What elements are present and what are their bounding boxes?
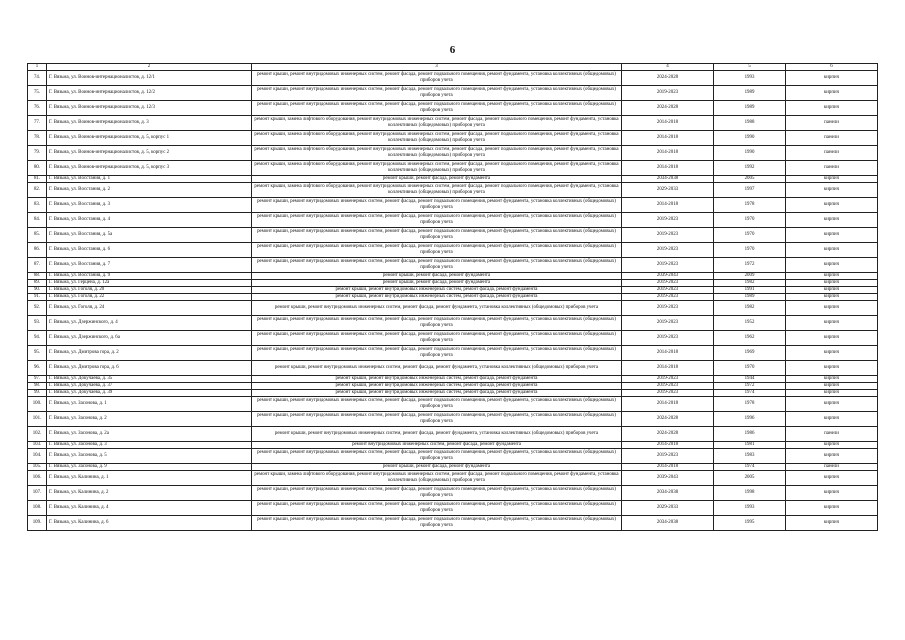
table-row bbox=[28, 146, 878, 161]
works-cell: ремонт крыши, ремонт внутридомовых инженерных систем, ремонт фасада, ремонт подвального помещения, ремонт фундамента, установка коллективных (общедомовых) приборов учета bbox=[252, 486, 622, 501]
address-cell: Г. Вязьма, ул. Засонова, д. 9 bbox=[47, 464, 252, 471]
wall-material-cell: кирпич bbox=[786, 442, 878, 449]
row-number-cell: 88. bbox=[28, 273, 47, 280]
period-cell: 2014-2018 bbox=[622, 346, 714, 361]
table-row bbox=[28, 131, 878, 146]
works-cell: ремонт крыши, ремонт внутридомовых инженерных систем, ремонт фасада, ремонт фундамента, установка коллективных (общедомовых) приборов учета bbox=[252, 361, 622, 376]
table-body bbox=[28, 71, 878, 531]
address-cell: Г. Вязьма, ул. Калинина, д. 2 bbox=[47, 486, 252, 501]
address-cell: Г. Вязьма, ул. Воинов-интернационалистов, д. 5, корпус 1 bbox=[47, 131, 252, 146]
works-cell: ремонт крыши, замена лифтового оборудования, ремонт внутридомовых инженерных систем, ремонт фасада, ремонт подвального помещения, ремонт фундамента, установка коллективных (общедомовых) приборов учета bbox=[252, 161, 622, 176]
year-built-cell: 1988 bbox=[714, 116, 786, 131]
address-cell: Г. Вязьма, ул. Гоголя, д. 20 bbox=[47, 287, 252, 294]
table-row bbox=[28, 346, 878, 361]
year-built-cell: 2005 bbox=[714, 176, 786, 183]
column-header: 4 bbox=[622, 64, 714, 71]
year-built-cell: 1990 bbox=[714, 131, 786, 146]
row-number-cell: 74. bbox=[28, 71, 47, 86]
year-built-cell: 1974 bbox=[714, 464, 786, 471]
works-cell: ремонт крыши, ремонт внутридомовых инженерных систем, ремонт фасада, ремонт фундамента bbox=[252, 383, 622, 390]
year-built-cell: 1970 bbox=[714, 243, 786, 258]
wall-material-cell: кирпич bbox=[786, 71, 878, 86]
wall-material-cell: кирпич bbox=[786, 243, 878, 258]
year-built-cell: 1952 bbox=[714, 316, 786, 331]
table-row bbox=[28, 213, 878, 228]
period-cell: 2019-2023 bbox=[622, 86, 714, 101]
period-cell: 2014-2018 bbox=[622, 464, 714, 471]
year-built-cell: 1970 bbox=[714, 228, 786, 243]
works-cell: ремонт крыши, ремонт внутридомовых инженерных систем, ремонт фасада, ремонт подвального помещения, ремонт фундамента, установка коллективных (общедомовых) приборов учета bbox=[252, 449, 622, 464]
year-built-cell: 1992 bbox=[714, 161, 786, 176]
address-cell: Г. Вязьма, ул. Дмитрова гора, д. 2 bbox=[47, 346, 252, 361]
table-header-row bbox=[28, 64, 878, 71]
year-built-cell: 1970 bbox=[714, 361, 786, 376]
address-cell: Г. Вязьма, ул. Докучаева, д. 37 bbox=[47, 383, 252, 390]
period-cell: 2014-2018 bbox=[622, 198, 714, 213]
column-header: 1 bbox=[28, 64, 47, 71]
table-row bbox=[28, 228, 878, 243]
column-header: 5 bbox=[714, 64, 786, 71]
period-cell: 2019-2023 bbox=[622, 390, 714, 397]
row-number-cell: 103. bbox=[28, 442, 47, 449]
table-row bbox=[28, 316, 878, 331]
column-header: 6 bbox=[786, 64, 878, 71]
wall-material-cell: панели bbox=[786, 427, 878, 442]
row-number-cell: 78. bbox=[28, 131, 47, 146]
period-cell: 2014-2018 bbox=[622, 361, 714, 376]
wall-material-cell: панели bbox=[786, 146, 878, 161]
period-cell: 2019-2023 bbox=[622, 243, 714, 258]
address-cell: Г. Вязьма, ул. Засонова, д. 3 bbox=[47, 442, 252, 449]
address-cell: Г. Вязьма, ул. Восстания, д. 4 bbox=[47, 213, 252, 228]
address-cell: Г. Вязьма, ул. Восстания, д. 6 bbox=[47, 243, 252, 258]
year-built-cell: 1969 bbox=[714, 346, 786, 361]
works-cell: ремонт крыши, ремонт внутридомовых инженерных систем, ремонт фасада, ремонт подвального помещения, ремонт фундамента, установка коллективных (общедомовых) приборов учета bbox=[252, 71, 622, 86]
works-cell: ремонт крыши, ремонт фасада, ремонт фундамента bbox=[252, 273, 622, 280]
row-number-cell: 81. bbox=[28, 176, 47, 183]
period-cell: 2024-2028 bbox=[622, 427, 714, 442]
year-built-cell: 1982 bbox=[714, 301, 786, 316]
year-built-cell: 1993 bbox=[714, 501, 786, 516]
table-row bbox=[28, 101, 878, 116]
works-cell: ремонт крыши, ремонт фасада, ремонт фундамента bbox=[252, 280, 622, 287]
page-number: 6 bbox=[449, 44, 456, 56]
works-cell: ремонт крыши, ремонт внутридомовых инженерных систем, ремонт фасада, ремонт подвального помещения, ремонт фундамента, установка коллективных (общедомовых) приборов учета bbox=[252, 198, 622, 213]
column-header: 2 bbox=[47, 64, 252, 71]
table-row bbox=[28, 116, 878, 131]
works-cell: ремонт крыши, ремонт внутридомовых инженерных систем, ремонт фасада, ремонт подвального помещения, ремонт фундамента, установка коллективных (общедомовых) приборов учета bbox=[252, 501, 622, 516]
row-number-cell: 108. bbox=[28, 501, 47, 516]
wall-material-cell: кирпич bbox=[786, 361, 878, 376]
row-number-cell: 82. bbox=[28, 183, 47, 198]
works-cell: ремонт крыши, ремонт внутридомовых инженерных систем, ремонт фасада, ремонт фундамента bbox=[252, 390, 622, 397]
table-row bbox=[28, 397, 878, 412]
period-cell: 2034-2038 bbox=[622, 176, 714, 183]
row-number-cell: 93. bbox=[28, 316, 47, 331]
wall-material-cell: кирпич bbox=[786, 397, 878, 412]
works-cell: ремонт крыши, замена лифтового оборудования, ремонт внутридомовых инженерных систем, ремонт фасада, ремонт подвального помещения, ремонт фундамента, установка коллективных (общедомовых) приборов учета bbox=[252, 131, 622, 146]
period-cell: 2019-2023 bbox=[622, 301, 714, 316]
works-cell: ремонт крыши, ремонт внутридомовых инженерных систем, ремонт фасада, ремонт подвального помещения, ремонт фундамента, установка коллективных (общедомовых) приборов учета bbox=[252, 412, 622, 427]
works-cell: ремонт крыши, ремонт внутридомовых инженерных систем, ремонт фасада, ремонт фундамента bbox=[252, 376, 622, 383]
works-cell: ремонт крыши, ремонт внутридомовых инженерных систем, ремонт фасада, ремонт подвального помещения, ремонт фундамента, установка коллективных (общедомовых) приборов учета bbox=[252, 516, 622, 531]
wall-material-cell: кирпич bbox=[786, 412, 878, 427]
works-cell: ремонт крыши, ремонт внутридомовых инженерных систем, ремонт фасада, ремонт подвального помещения, ремонт фундамента, установка коллективных (общедомовых) приборов учета bbox=[252, 213, 622, 228]
year-built-cell: 1989 bbox=[714, 86, 786, 101]
wall-material-cell: кирпич bbox=[786, 294, 878, 301]
works-cell: ремонт крыши, замена лифтового оборудования, ремонт внутридомовых инженерных систем, ремонт фасада, ремонт подвального помещения, ремонт фундамента, установка коллективных (общедомовых) приборов учета bbox=[252, 183, 622, 198]
year-built-cell: 1995 bbox=[714, 516, 786, 531]
year-built-cell: 1991 bbox=[714, 287, 786, 294]
year-built-cell: 1978 bbox=[714, 397, 786, 412]
table-row bbox=[28, 258, 878, 273]
address-cell: Г. Вязьма, ул. Восстания, д. 1 bbox=[47, 176, 252, 183]
period-cell: 2014-2018 bbox=[622, 116, 714, 131]
wall-material-cell: кирпич bbox=[786, 331, 878, 346]
period-cell: 2034-2038 bbox=[622, 486, 714, 501]
row-number-cell: 91. bbox=[28, 294, 47, 301]
period-cell: 2039-2043 bbox=[622, 273, 714, 280]
address-cell: Г. Вязьма, ул. Восстания, д. 2 bbox=[47, 183, 252, 198]
table-row bbox=[28, 442, 878, 449]
year-built-cell: 1998 bbox=[714, 486, 786, 501]
address-cell: Г. Вязьма, ул. Докучаева, д. 35 bbox=[47, 376, 252, 383]
year-built-cell: 2005 bbox=[714, 471, 786, 486]
address-cell: Г. Вязьма, ул. Засонова, д. 2а bbox=[47, 427, 252, 442]
year-built-cell: 1989 bbox=[714, 101, 786, 116]
wall-material-cell: кирпич bbox=[786, 383, 878, 390]
row-number-cell: 99. bbox=[28, 390, 47, 397]
period-cell: 2019-2023 bbox=[622, 449, 714, 464]
wall-material-cell: панели bbox=[786, 161, 878, 176]
period-cell: 2019-2023 bbox=[622, 228, 714, 243]
table-row bbox=[28, 516, 878, 531]
period-cell: 2019-2023 bbox=[622, 280, 714, 287]
address-cell: Г. Вязьма, ул. Воинов-интернационалистов, д. 5, корпус 2 bbox=[47, 146, 252, 161]
year-built-cell: 1993 bbox=[714, 71, 786, 86]
period-cell: 2029-2033 bbox=[622, 183, 714, 198]
works-cell: ремонт крыши, ремонт внутридомовых инженерных систем, ремонт фасада, ремонт подвального помещения, ремонт фундамента, установка коллективных (общедомовых) приборов учета bbox=[252, 243, 622, 258]
row-number-cell: 100. bbox=[28, 397, 47, 412]
period-cell: 2024-2028 bbox=[622, 101, 714, 116]
row-number-cell: 97. bbox=[28, 376, 47, 383]
table-row bbox=[28, 383, 878, 390]
period-cell: 2019-2023 bbox=[622, 316, 714, 331]
row-number-cell: 94. bbox=[28, 331, 47, 346]
works-cell: ремонт крыши, замена лифтового оборудования, ремонт внутридомовых инженерных систем, ремонт фасада, ремонт подвального помещения, ремонт фундамента, установка коллективных (общедомовых) приборов учета bbox=[252, 146, 622, 161]
wall-material-cell: кирпич bbox=[786, 346, 878, 361]
period-cell: 2019-2023 bbox=[622, 287, 714, 294]
works-cell: ремонт крыши, ремонт внутридомовых инженерных систем, ремонт фасада, ремонт подвального помещения, ремонт фундамента, установка коллективных (общедомовых) приборов учета bbox=[252, 346, 622, 361]
address-cell: Г. Вязьма, ул. Воинов-интернационалистов, д. 3 bbox=[47, 116, 252, 131]
wall-material-cell: кирпич bbox=[786, 198, 878, 213]
row-number-cell: 92. bbox=[28, 301, 47, 316]
year-built-cell: 2009 bbox=[714, 273, 786, 280]
year-built-cell: 1989 bbox=[714, 294, 786, 301]
table-row bbox=[28, 390, 878, 397]
period-cell: 2019-2023 bbox=[622, 376, 714, 383]
wall-material-cell: кирпич bbox=[786, 486, 878, 501]
wall-material-cell: кирпич bbox=[786, 287, 878, 294]
row-number-cell: 90. bbox=[28, 287, 47, 294]
works-cell: ремонт крыши, ремонт внутридомовых инженерных систем, ремонт фасада, ремонт подвального помещения, ремонт фундамента, установка коллективных (общедомовых) приборов учета bbox=[252, 101, 622, 116]
table-row bbox=[28, 501, 878, 516]
year-built-cell: 1990 bbox=[714, 146, 786, 161]
address-cell: Г. Вязьма, ул. Засонова, д. 5 bbox=[47, 449, 252, 464]
wall-material-cell: кирпич bbox=[786, 376, 878, 383]
address-cell: Г. Вязьма, ул. Воинов-интернационалистов, д. 12/2 bbox=[47, 86, 252, 101]
address-cell: Г. Вязьма, ул. Восстания, д. 7 bbox=[47, 258, 252, 273]
row-number-cell: 95. bbox=[28, 346, 47, 361]
works-cell: ремонт крыши, ремонт внутридомовых инженерных систем, ремонт фасада, ремонт подвального помещения, ремонт фундамента, установка коллективных (общедомовых) приборов учета bbox=[252, 86, 622, 101]
works-cell: ремонт крыши, ремонт внутридомовых инженерных систем, ремонт фасада, ремонт подвального помещения, ремонт фундамента, установка коллективных (общедомовых) приборов учета bbox=[252, 316, 622, 331]
period-cell: 2014-2018 bbox=[622, 131, 714, 146]
works-cell: ремонт крыши, ремонт внутридомовых инженерных систем, ремонт фасада, ремонт фундамента bbox=[252, 287, 622, 294]
wall-material-cell: кирпич bbox=[786, 471, 878, 486]
period-cell: 2024-2028 bbox=[622, 71, 714, 86]
wall-material-cell: кирпич bbox=[786, 258, 878, 273]
works-cell: ремонт крыши, замена лифтового оборудования, ремонт внутридомовых инженерных систем, ремонт фасада, ремонт подвального помещения, ремонт фундамента, установка коллективных (общедомовых) приборов учета bbox=[252, 471, 622, 486]
period-cell: 2029-2033 bbox=[622, 501, 714, 516]
works-cell: ремонт крыши, ремонт фасада, ремонт фундамента bbox=[252, 176, 622, 183]
table-row bbox=[28, 183, 878, 198]
wall-material-cell: панели bbox=[786, 464, 878, 471]
year-built-cell: 1986 bbox=[714, 427, 786, 442]
period-cell: 2014-2018 bbox=[622, 161, 714, 176]
period-cell: 2014-2018 bbox=[622, 146, 714, 161]
housing-register-table bbox=[27, 63, 878, 531]
table-row bbox=[28, 301, 878, 316]
address-cell: Г. Вязьма, ул. Докучаева, д. 39 bbox=[47, 390, 252, 397]
row-number-cell: 89. bbox=[28, 280, 47, 287]
works-cell: ремонт крыши, ремонт внутридомовых инженерных систем, ремонт фасада, ремонт фундамента, установка коллективных (общедомовых) приборов учета bbox=[252, 301, 622, 316]
address-cell: Г. Вязьма, ул. Герцена, д. 12а bbox=[47, 280, 252, 287]
address-cell: Г. Вязьма, ул. Гоголя, д. 24 bbox=[47, 301, 252, 316]
row-number-cell: 75. bbox=[28, 86, 47, 101]
year-built-cell: 1970 bbox=[714, 213, 786, 228]
wall-material-cell: кирпич bbox=[786, 86, 878, 101]
period-cell: 2034-2038 bbox=[622, 516, 714, 531]
period-cell: 2019-2023 bbox=[622, 331, 714, 346]
row-number-cell: 107. bbox=[28, 486, 47, 501]
works-cell: ремонт внутридомовых инженерных систем, ремонт фасада, ремонт фундамента bbox=[252, 442, 622, 449]
address-cell: Г. Вязьма, ул. Восстания, д. 5а bbox=[47, 228, 252, 243]
wall-material-cell: кирпич bbox=[786, 390, 878, 397]
row-number-cell: 106. bbox=[28, 471, 47, 486]
table-row bbox=[28, 280, 878, 287]
address-cell: Г. Вязьма, ул. Засонова, д. 2 bbox=[47, 412, 252, 427]
address-cell: Г. Вязьма, ул. Дзержинского, д. 4 bbox=[47, 316, 252, 331]
address-cell: Г. Вязьма, ул. Калинина, д. 6 bbox=[47, 516, 252, 531]
period-cell: 2019-2023 bbox=[622, 383, 714, 390]
table-row bbox=[28, 294, 878, 301]
period-cell: 2014-2018 bbox=[622, 397, 714, 412]
year-built-cell: 1972 bbox=[714, 258, 786, 273]
year-built-cell: 1974 bbox=[714, 390, 786, 397]
row-number-cell: 86. bbox=[28, 243, 47, 258]
row-number-cell: 87. bbox=[28, 258, 47, 273]
row-number-cell: 84. bbox=[28, 213, 47, 228]
address-cell: Г. Вязьма, ул. Калинина, д. 4 bbox=[47, 501, 252, 516]
row-number-cell: 80. bbox=[28, 161, 47, 176]
period-cell: 2019-2023 bbox=[622, 213, 714, 228]
wall-material-cell: кирпич bbox=[786, 101, 878, 116]
table-row bbox=[28, 243, 878, 258]
row-number-cell: 96. bbox=[28, 361, 47, 376]
wall-material-cell: кирпич bbox=[786, 273, 878, 280]
year-built-cell: 1962 bbox=[714, 331, 786, 346]
table-row bbox=[28, 176, 878, 183]
row-number-cell: 109. bbox=[28, 516, 47, 531]
table-row bbox=[28, 161, 878, 176]
table-row bbox=[28, 464, 878, 471]
works-cell: ремонт крыши, ремонт внутридомовых инженерных систем, ремонт фасада, ремонт подвального помещения, ремонт фундамента, установка коллективных (общедомовых) приборов учета bbox=[252, 228, 622, 243]
works-cell: ремонт крыши, ремонт внутридомовых инженерных систем, ремонт фасада, ремонт подвального помещения, ремонт фундамента, установка коллективных (общедомовых) приборов учета bbox=[252, 258, 622, 273]
works-cell: ремонт крыши, ремонт внутридомовых инженерных систем, ремонт фасада, ремонт фундамента bbox=[252, 294, 622, 301]
year-built-cell: 1982 bbox=[714, 280, 786, 287]
row-number-cell: 98. bbox=[28, 383, 47, 390]
table-row bbox=[28, 86, 878, 101]
wall-material-cell: кирпич bbox=[786, 449, 878, 464]
table-row bbox=[28, 273, 878, 280]
table-row bbox=[28, 71, 878, 86]
period-cell: 2024-2028 bbox=[622, 412, 714, 427]
address-cell: Г. Вязьма, ул. Дзержинского, д. 6а bbox=[47, 331, 252, 346]
row-number-cell: 79. bbox=[28, 146, 47, 161]
table-row bbox=[28, 412, 878, 427]
table-row bbox=[28, 486, 878, 501]
wall-material-cell: кирпич bbox=[786, 516, 878, 531]
period-cell: 2019-2023 bbox=[622, 294, 714, 301]
year-built-cell: 1997 bbox=[714, 183, 786, 198]
wall-material-cell: панели bbox=[786, 116, 878, 131]
wall-material-cell: кирпич bbox=[786, 183, 878, 198]
table-row bbox=[28, 376, 878, 383]
works-cell: ремонт крыши, ремонт внутридомовых инженерных систем, ремонт фасада, ремонт фундамента, установка коллективных (общедомовых) приборов учета bbox=[252, 427, 622, 442]
table-row bbox=[28, 287, 878, 294]
address-cell: Г. Вязьма, ул. Воинов-интернационалистов, д. 12/1 bbox=[47, 71, 252, 86]
period-cell: 2014-2018 bbox=[622, 442, 714, 449]
address-cell: Г. Вязьма, ул. Гоголя, д. 22 bbox=[47, 294, 252, 301]
wall-material-cell: кирпич bbox=[786, 280, 878, 287]
works-cell: ремонт крыши, ремонт внутридомовых инженерных систем, ремонт фасада, ремонт подвального помещения, ремонт фундамента, установка коллективных (общедомовых) приборов учета bbox=[252, 331, 622, 346]
row-number-cell: 76. bbox=[28, 101, 47, 116]
wall-material-cell: панели bbox=[786, 131, 878, 146]
year-built-cell: 1981 bbox=[714, 442, 786, 449]
row-number-cell: 83. bbox=[28, 198, 47, 213]
period-cell: 2019-2023 bbox=[622, 258, 714, 273]
wall-material-cell: кирпич bbox=[786, 301, 878, 316]
table-row bbox=[28, 449, 878, 464]
year-built-cell: 1944 bbox=[714, 376, 786, 383]
address-cell: Г. Вязьма, ул. Дмитрова гора, д. 6 bbox=[47, 361, 252, 376]
year-built-cell: 1996 bbox=[714, 412, 786, 427]
wall-material-cell: кирпич bbox=[786, 213, 878, 228]
row-number-cell: 104. bbox=[28, 449, 47, 464]
year-built-cell: 1972 bbox=[714, 383, 786, 390]
works-cell: ремонт крыши, ремонт внутридомовых инженерных систем, ремонт фасада, ремонт подвального помещения, ремонт фундамента, установка коллективных (общедомовых) приборов учета bbox=[252, 397, 622, 412]
wall-material-cell: кирпич bbox=[786, 501, 878, 516]
table-row bbox=[28, 361, 878, 376]
table-row bbox=[28, 427, 878, 442]
address-cell: Г. Вязьма, ул. Воинов-интернационалистов, д. 5, корпус 3 bbox=[47, 161, 252, 176]
row-number-cell: 102. bbox=[28, 427, 47, 442]
row-number-cell: 101. bbox=[28, 412, 47, 427]
address-cell: Г. Вязьма, ул. Восстания, д. 3 bbox=[47, 198, 252, 213]
row-number-cell: 105. bbox=[28, 464, 47, 471]
address-cell: Г. Вязьма, ул. Восстания, д. 9 bbox=[47, 273, 252, 280]
address-cell: Г. Вязьма, ул. Калинина, д. 1 bbox=[47, 471, 252, 486]
wall-material-cell: кирпич bbox=[786, 228, 878, 243]
address-cell: Г. Вязьма, ул. Засонова, д. 1 bbox=[47, 397, 252, 412]
wall-material-cell: кирпич bbox=[786, 316, 878, 331]
column-header: 3 bbox=[252, 64, 622, 71]
table-row bbox=[28, 331, 878, 346]
row-number-cell: 77. bbox=[28, 116, 47, 131]
works-cell: ремонт крыши, замена лифтового оборудования, ремонт внутридомовых инженерных систем, ремонт фасада, ремонт подвального помещения, ремонт фундамента, установка коллективных (общедомовых) приборов учета bbox=[252, 116, 622, 131]
period-cell: 2039-2043 bbox=[622, 471, 714, 486]
wall-material-cell: кирпич bbox=[786, 176, 878, 183]
table-row bbox=[28, 198, 878, 213]
row-number-cell: 85. bbox=[28, 228, 47, 243]
table-row bbox=[28, 471, 878, 486]
address-cell: Г. Вязьма, ул. Воинов-интернационалистов, д. 12/3 bbox=[47, 101, 252, 116]
year-built-cell: 1978 bbox=[714, 198, 786, 213]
year-built-cell: 1983 bbox=[714, 449, 786, 464]
works-cell: ремонт крыши, ремонт фасада, ремонт фундамента bbox=[252, 464, 622, 471]
